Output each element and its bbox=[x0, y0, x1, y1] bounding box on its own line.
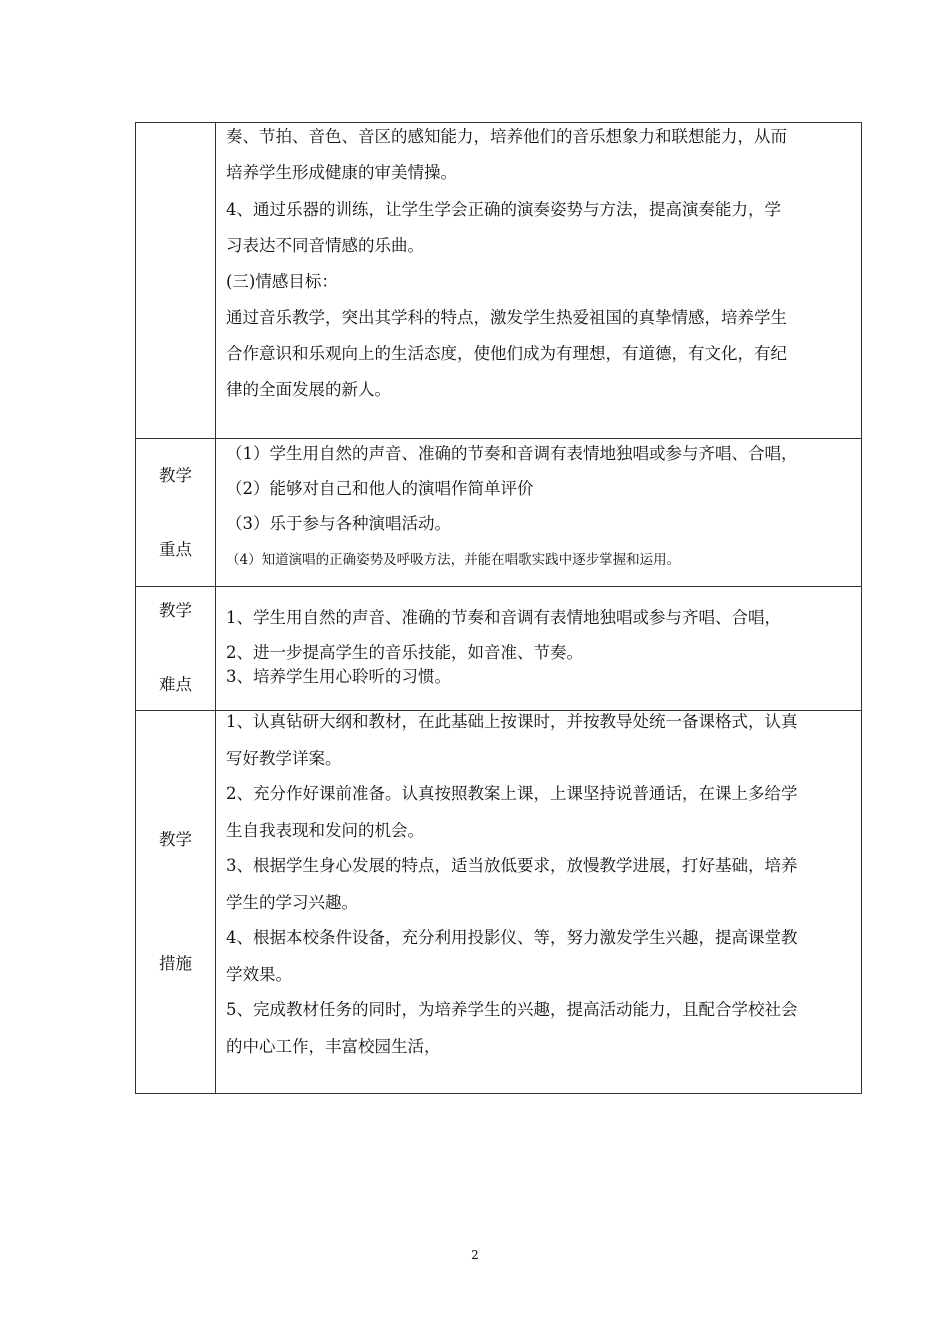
text-line: （3）乐于参与各种演唱活动。 bbox=[226, 514, 451, 533]
column-divider bbox=[215, 123, 216, 1093]
text-line: 3、根据学生身心发展的特点，适当放低要求，放慢教学进展，打好基础，培养 bbox=[226, 856, 798, 875]
text-line: 奏、节拍、音色、音区的感知能力，培养他们的音乐想象力和联想能力，从而 bbox=[226, 127, 787, 146]
text-line: 2、充分作好课前准备。认真按照教案上课，上课坚持说普通话，在课上多给学 bbox=[226, 784, 798, 803]
text-line: 培养学生形成健康的审美情操。 bbox=[226, 163, 457, 182]
row-label-top: 教学 bbox=[159, 466, 192, 485]
text-line: （4）知道演唱的正确姿势及呼吸方法，并能在唱歌实践中逐步掌握和运用。 bbox=[226, 552, 681, 568]
text-line: （1）学生用自然的声音、准确的节奏和音调有表情地独唱或参与齐唱、合唱， bbox=[226, 444, 798, 463]
row-label-top: 教学 bbox=[159, 830, 192, 849]
text-line: 学效果。 bbox=[226, 965, 292, 984]
row-label-bottom: 重点 bbox=[159, 540, 192, 559]
text-line: 3、培养学生用心聆听的习惯。 bbox=[226, 667, 451, 686]
text-line: 1、学生用自然的声音、准确的节奏和音调有表情地独唱或参与齐唱、合唱， bbox=[226, 608, 781, 627]
text-line: 通过音乐教学，突出其学科的特点，激发学生热爱祖国的真挚情感，培养学生 bbox=[226, 308, 787, 327]
row-label-bottom: 措施 bbox=[159, 954, 192, 973]
row-divider bbox=[136, 710, 861, 711]
row-label-bottom: 难点 bbox=[159, 675, 192, 694]
section-heading: (三)情感目标： bbox=[226, 272, 338, 291]
text-line: 4、根据本校条件设备，充分利用投影仪、等，努力激发学生兴趣，提高课堂教 bbox=[226, 928, 798, 947]
text-line: 律的全面发展的新人。 bbox=[226, 380, 391, 399]
text-line: 1、认真钻研大纲和教材，在此基础上按课时，并按教导处统一备课格式，认真 bbox=[226, 712, 798, 731]
text-line: 5、完成教材任务的同时，为培养学生的兴趣，提高活动能力，且配合学校社会 bbox=[226, 1000, 798, 1019]
row-label-top: 教学 bbox=[159, 601, 192, 620]
text-line: 2、进一步提高学生的音乐技能，如音准、节奏。 bbox=[226, 643, 583, 662]
text-line: 习表达不同音情感的乐曲。 bbox=[226, 236, 424, 255]
content-table bbox=[135, 122, 862, 1094]
text-line: （2）能够对自己和他人的演唱作简单评价 bbox=[226, 479, 534, 498]
page-number: 2 bbox=[471, 1248, 479, 1262]
row-divider bbox=[136, 438, 861, 439]
text-line: 的中心工作，丰富校园生活， bbox=[226, 1037, 441, 1056]
text-line: 4、通过乐器的训练，让学生学会正确的演奏姿势与方法，提高演奏能力，学 bbox=[226, 200, 781, 219]
text-line: 写好教学详案。 bbox=[226, 749, 342, 768]
row-divider bbox=[136, 586, 861, 587]
text-line: 合作意识和乐观向上的生活态度，使他们成为有理想，有道德，有文化，有纪 bbox=[226, 344, 787, 363]
text-line: 学生的学习兴趣。 bbox=[226, 893, 358, 912]
text-line: 生自我表现和发问的机会。 bbox=[226, 821, 424, 840]
